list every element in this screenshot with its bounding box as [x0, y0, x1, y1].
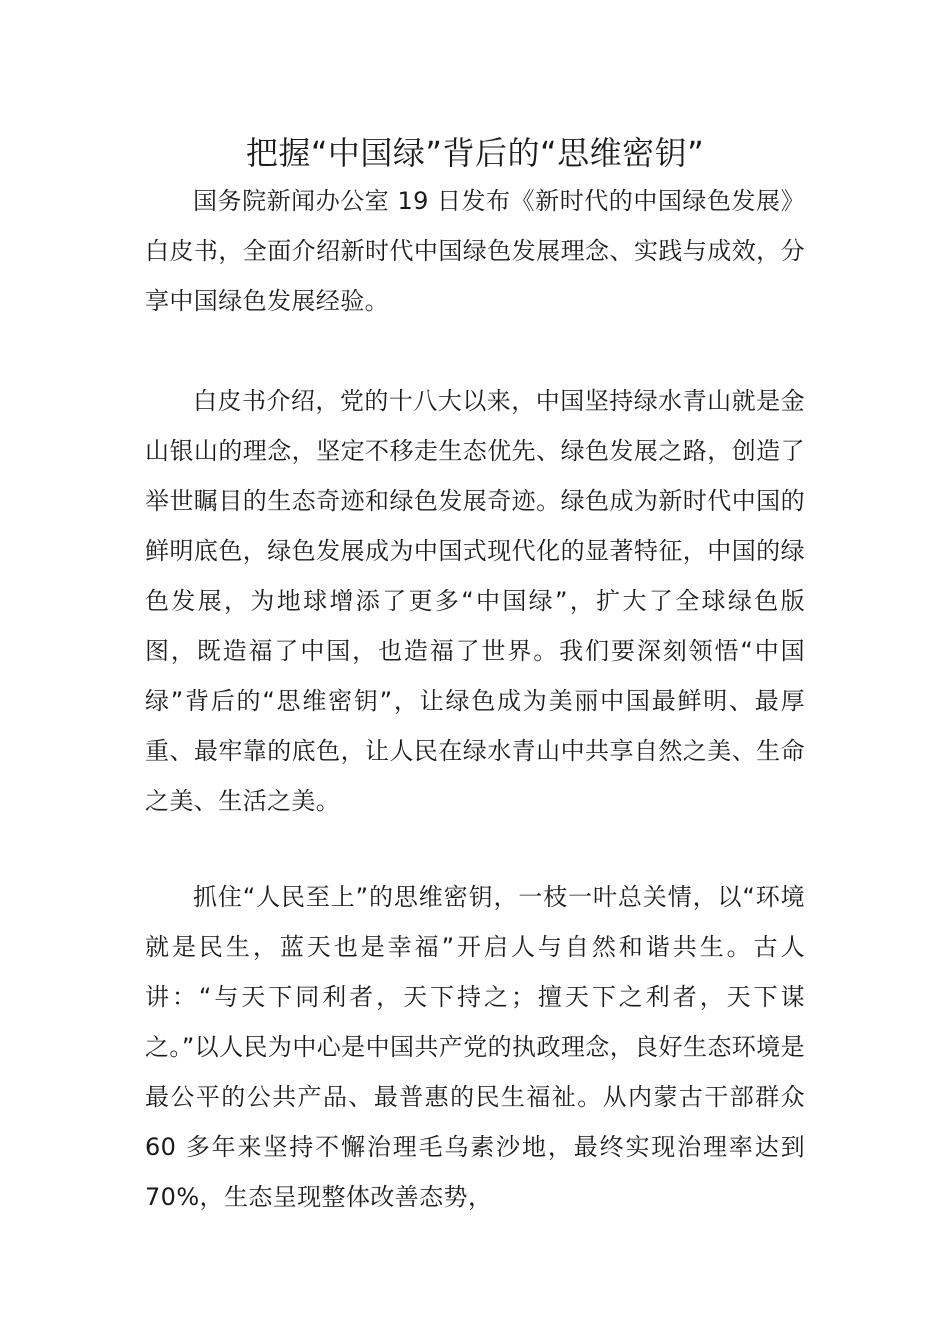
paragraph-people-first: 抓住“人民至上”的思维密钥，一枝一叶总关情，以“环境就是民生，蓝天也是幸福”开启人与自然和谐共生。古人讲：“与天下同利者，天下持之；擅天下之利者，天下谋之。”以人民为中心是中国共产党的执政理念，良好生态环境是最公平的公共产品、最普惠的民生福祉。从内蒙古干部群众 60 多年来坚持不懈治理毛乌素沙地，最终实现治理率达到 70%，生态呈现整体改善态势， — [145, 883, 805, 1211]
paragraph-intro: 国务院新闻办公室 19 日发布《新时代的中国绿色发展》白皮书，全面介绍新时代中国绿色发展理念、实践与成效，分享中国绿色发展经验。 — [145, 187, 805, 315]
paragraph-whitepaper-summary: 白皮书介绍，党的十八大以来，中国坚持绿水青山就是金山银山的理念，坚定不移走生态优先、绿色发展之路，创造了举世瞩目的生态奇迹和绿色发展奇迹。绿色成为新时代中国的鲜明底色，绿色发展成为中国式现代化的显著特征，中国的绿色发展，为地球增添了更多“中国绿”，扩大了全球绿色版图，既造福了中国，也造福了世界。我们要深刻领悟“中国绿”背后的“思维密钥”，让绿色成为美丽中国最鲜明、最厚重、最牢靠的底色，让人民在绿水青山中共享自然之美、生命之美、生活之美。 — [145, 387, 805, 815]
article-title: 把握“中国绿”背后的“思维密钥” — [245, 134, 705, 172]
